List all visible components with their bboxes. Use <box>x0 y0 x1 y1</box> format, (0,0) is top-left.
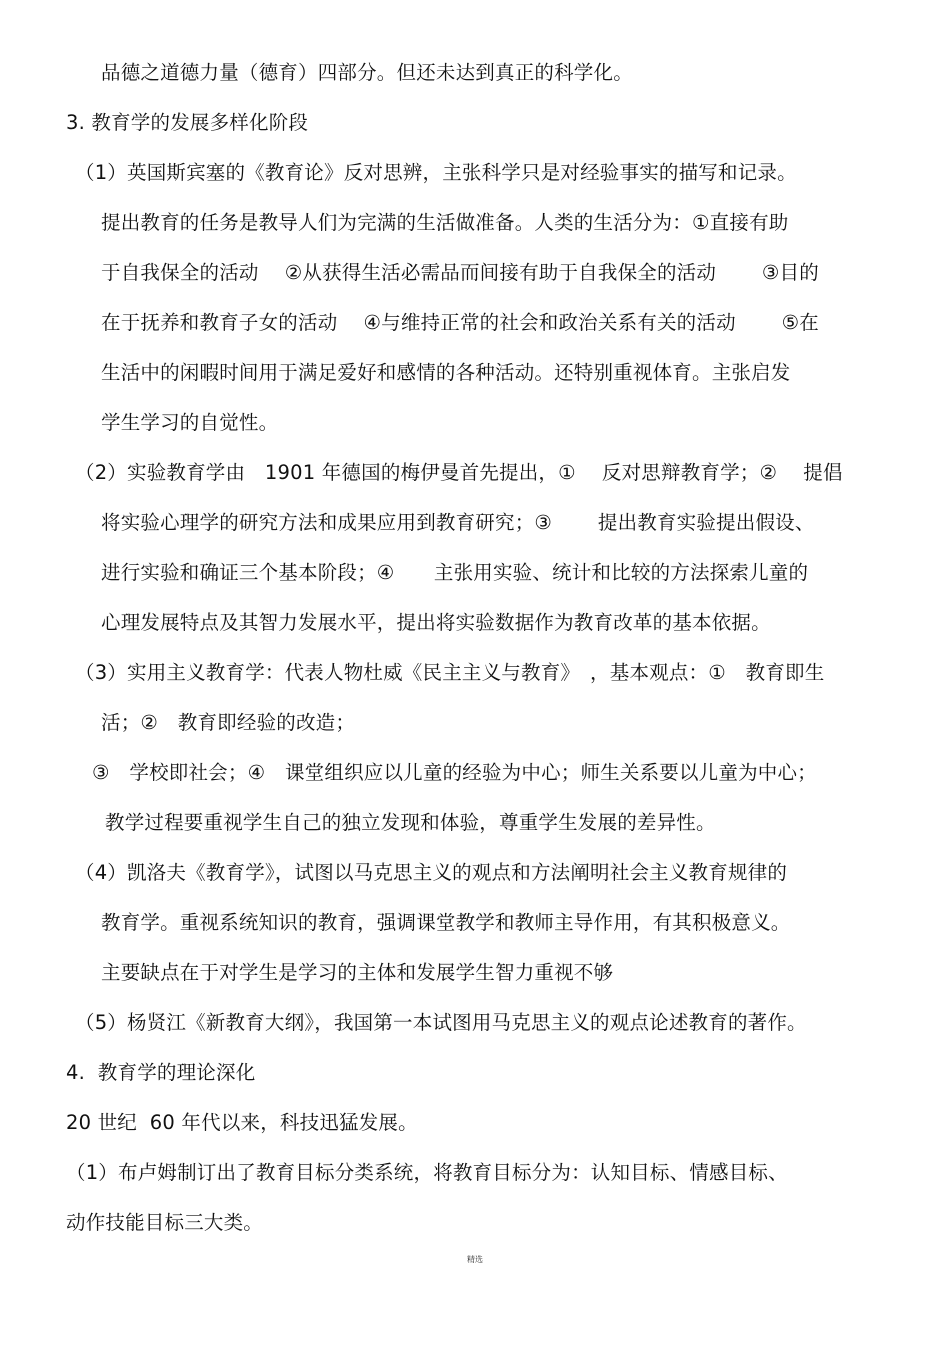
text-line-4: 提出教育的任务是教导人们为完满的生活做准备。人类的生活分为：①直接有助 <box>101 211 789 234</box>
text-line-19: 主要缺点在于对学生是学习的主体和发展学生智力重视不够 <box>101 961 614 984</box>
text-line-24: 动作技能目标三大类。 <box>66 1211 264 1234</box>
text-line-10: 将实验心理学的研究方法和成果应用到教育研究；③ 提出教育实验提出假设、 <box>101 511 815 534</box>
text-line-5: 于自我保全的活动 ②从获得生活必需品而间接有助于自我保全的活动 ③目的 <box>101 261 819 284</box>
text-line-1: 品德之道德力量（德育）四部分。但还未达到真正的科学化。 <box>101 61 633 84</box>
text-line-16: 教学过程要重视学生自己的独立发现和体验，尊重学生发展的差异性。 <box>105 811 716 834</box>
text-line-12: 心理发展特点及其智力发展水平，提出将实验数据作为教育改革的基本依据。 <box>101 611 771 634</box>
section-heading-3: 3. 教育学的发展多样化阶段 <box>66 111 309 134</box>
section-heading-4: 4. 教育学的理论深化 <box>66 1061 256 1084</box>
text-line-8: 学生学习的自觉性。 <box>101 411 279 434</box>
text-line-17: （4）凯洛夫《教育学》，试图以马克思主义的观点和方法阐明社会主义教育规律的 <box>75 861 788 884</box>
text-line-7: 生活中的闲暇时间用于满足爱好和感情的各种活动。还特别重视体育。主张启发 <box>101 361 791 384</box>
page-footer: 精选 <box>467 1255 483 1264</box>
text-line-13: （3）实用主义教育学：代表人物杜威《民主主义与教育》 ，基本观点：① 教育即生 <box>75 661 825 684</box>
text-line-20: （5）杨贤江《新教育大纲》，我国第一本试图用马克思主义的观点论述教育的著作。 <box>75 1011 807 1034</box>
text-line-6: 在于抚养和教育子女的活动 ④与维持正常的社会和政治关系有关的活动 ⑤在 <box>101 311 819 334</box>
text-line-3: （1）英国斯宾塞的《教育论》反对思辨，主张科学只是对经验事实的描写和记录。 <box>75 161 797 184</box>
text-line-18: 教育学。重视系统知识的教育，强调课堂教学和教师主导作用，有其积极意义。 <box>101 911 791 934</box>
text-line-14: 活；② 教育即经验的改造； <box>101 711 356 734</box>
text-line-9: （2）实验教育学由 1901 年德国的梅伊曼首先提出，① 反对思辩教育学；② 提倡 <box>75 461 843 484</box>
text-line-11: 进行实验和确证三个基本阶段；④ 主张用实验、统计和比较的方法探索儿童的 <box>101 561 809 584</box>
text-line-23: （1）布卢姆制订出了教育目标分类系统，将教育目标分为：认知目标、情感目标、 <box>66 1161 788 1184</box>
text-line-15: ③ 学校即社会；④ 课堂组织应以儿童的经验为中心；师生关系要以儿童为中心； <box>92 761 817 784</box>
text-line-22: 20 世纪 60 年代以来，科技迅猛发展。 <box>66 1111 418 1134</box>
